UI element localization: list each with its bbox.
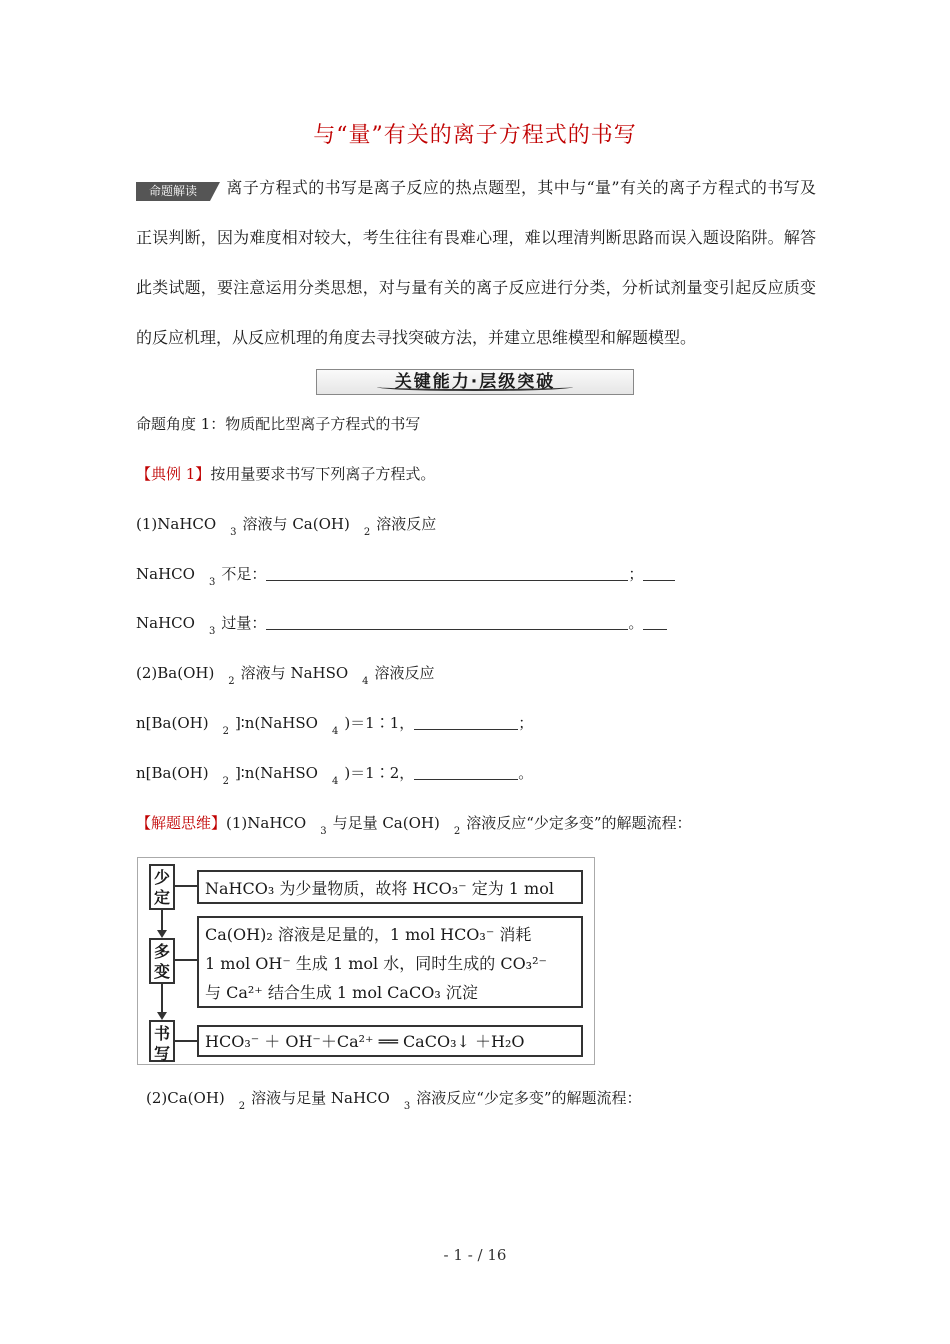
flow-label-1: 少定	[149, 864, 175, 910]
q3-pre: (2)Ca(OH)	[146, 1089, 225, 1107]
intro-paragraph	[136, 163, 816, 363]
q2-pre: (2)Ba(OH)	[136, 664, 215, 682]
flow-step-2-line-1: Ca(OH)₂ 溶液是足量的，1 mol HCO₃⁻ 消耗	[205, 925, 532, 944]
q2b-post: )＝1∶2，	[344, 764, 415, 782]
think-mid: 与足量 Ca(OH)	[332, 814, 440, 832]
question-3	[146, 1088, 642, 1111]
question-2b	[136, 763, 533, 786]
flow-connector-3	[175, 1040, 197, 1042]
q2-post: 溶液反应	[374, 664, 435, 682]
q2-sub1: 2	[228, 676, 235, 687]
q2-mid: 溶液与 NaHSO	[240, 664, 349, 682]
page-number: - 1 - / 16	[443, 1246, 507, 1264]
q3-sub2: 3	[403, 1101, 411, 1112]
q1-pre: (1)NaHCO	[136, 515, 217, 533]
q1-sub1: 3	[230, 527, 237, 538]
q2b-mid: ]∶n(NaHSO	[234, 764, 318, 782]
question-1a	[136, 564, 675, 587]
think-sub1: 3	[320, 826, 327, 837]
flow-step-2-line-2: 1 mol OH⁻ 生成 1 mol 水，同时生成的 CO₃²⁻	[205, 954, 547, 973]
q1-mid: 溶液与 Ca(OH)	[242, 515, 350, 533]
flow-arrow-line-2	[161, 984, 163, 1014]
q3-post: 溶液反应“少定多变”的解题流程：	[416, 1089, 642, 1107]
q2a-end: ；	[518, 714, 534, 732]
q2a-post: )＝1∶1，	[344, 714, 415, 732]
q1b-pre: NaHCO	[136, 614, 195, 632]
q1-post: 溶液反应	[376, 515, 437, 533]
q3-mid: 溶液与足量 NaHCO	[251, 1089, 390, 1107]
q2b-end: 。	[518, 764, 534, 782]
flow-connector-1	[175, 885, 197, 887]
example-text: 按用量要求书写下列离子方程式。	[210, 465, 436, 483]
q2a-mid: ]∶n(NaHSO	[234, 714, 318, 732]
down-arrow-icon	[157, 1012, 167, 1020]
thinking-line	[136, 813, 692, 836]
down-arrow-icon	[157, 930, 167, 938]
q1a-sub: 3	[208, 577, 216, 588]
q2b-pre: n[Ba(OH)	[136, 764, 209, 782]
q1-sub2: 2	[363, 527, 371, 538]
example-line	[136, 464, 435, 484]
question-1	[136, 514, 436, 537]
flow-diagram	[137, 857, 595, 1065]
flow-arrow-line-1	[161, 910, 163, 932]
flow-step-1: NaHCO₃ 为少量物质，故将 HCO₃⁻ 定为 1 mol	[197, 870, 583, 904]
q2b-sub1: 2	[222, 776, 229, 787]
question-2a	[136, 713, 533, 736]
section-banner	[316, 369, 634, 395]
answer-blank-1a[interactable]	[266, 565, 628, 581]
q2-sub2: 4	[362, 676, 369, 687]
answer-blank-1b[interactable]	[266, 614, 628, 630]
question-2	[136, 663, 435, 686]
banner-text: 关键能力·层级突破	[394, 372, 556, 392]
q1a-end: ；	[628, 565, 644, 583]
answer-blank-1a-tail	[643, 565, 675, 581]
flow-step-2-line-3: 与 Ca²⁺ 结合生成 1 mol CaCO₃ 沉淀	[205, 983, 478, 1002]
page-title: 与“量”有关的离子方程式的书写	[313, 123, 637, 148]
thinking-tag: 【解题思维】	[136, 814, 227, 832]
think-pre: (1)NaHCO	[226, 814, 307, 832]
q2a-sub1: 2	[222, 726, 229, 737]
flow-step-3: HCO₃⁻ ＋ OH⁻＋Ca²⁺ ══ CaCO₃↓ ＋H₂O	[197, 1025, 583, 1057]
q1b-post: 过量：	[221, 614, 267, 632]
q1a-pre: NaHCO	[136, 565, 195, 583]
q1b-sub: 3	[208, 626, 216, 637]
think-post: 溶液反应“少定多变”的解题流程：	[466, 814, 692, 832]
q2a-pre: n[Ba(OH)	[136, 714, 209, 732]
q2a-sub2: 4	[331, 726, 339, 737]
flow-connector-2	[175, 959, 197, 961]
answer-blank-2a[interactable]	[414, 714, 518, 730]
example-tag: 【典例 1】	[136, 465, 211, 483]
q1b-end: 。	[628, 614, 644, 632]
intro-badge: 命题解读	[136, 182, 210, 201]
angle-heading: 命题角度 1：物质配比型离子方程式的书写	[136, 415, 421, 433]
answer-blank-2b[interactable]	[414, 764, 518, 780]
question-1b	[136, 613, 667, 636]
intro-text: 离子方程式的书写是离子反应的热点题型，其中与“量”有关的离子方程式的书写及正误判断，因为难度相对较大，考生往往有畏难心理，难以理清判断思路而误入题设陷阱。解答此类试题，要注意运用分类思想，对与量有关的离子反应进行分类，分析试剂量变引起反应质变的反应机理，从反应机理的角度去寻找突破方法，并建立思维模型和解题模型。	[136, 178, 816, 347]
q3-sub1: 2	[238, 1101, 246, 1112]
flow-step-2	[197, 916, 583, 1008]
answer-blank-1b-tail	[643, 614, 667, 630]
flow-label-2: 多变	[149, 938, 175, 984]
think-sub2: 2	[453, 826, 461, 837]
q2b-sub2: 4	[331, 776, 339, 787]
q1a-post: 不足：	[221, 565, 267, 583]
flow-label-3: 书写	[149, 1020, 175, 1062]
